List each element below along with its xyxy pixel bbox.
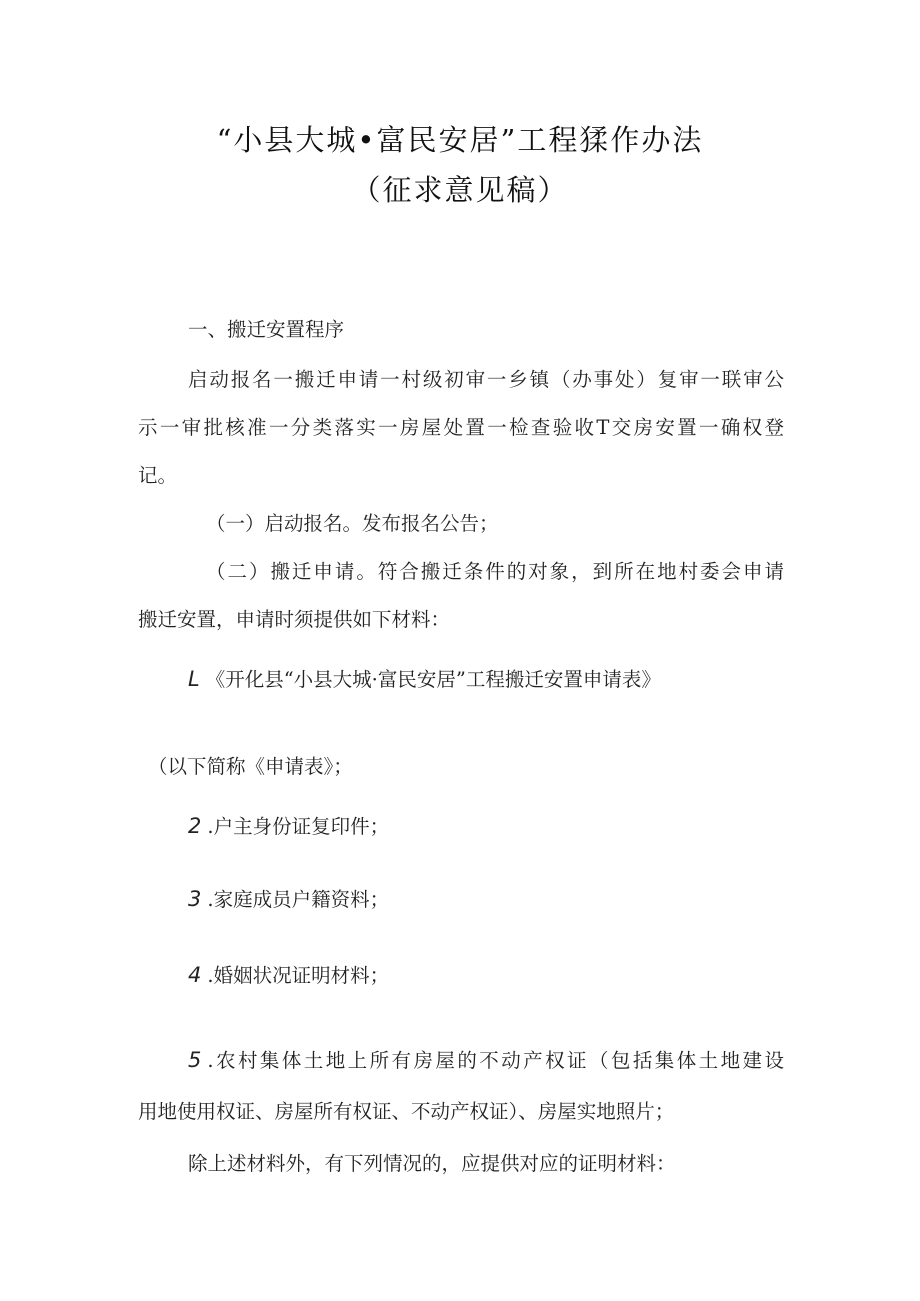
document-title: “小县大城•富民安居”工程猱作办法 xyxy=(216,123,704,157)
list-item-5-line-2: 用地使用权证、房屋所有权证、不动产权证）、房屋实地照片； xyxy=(138,1100,675,1123)
item-relocation-application-line-1: （二）搬迁申请。符合搬迁条件的对象，到所在地村委会申请 xyxy=(206,560,784,583)
flow-line-3: 记。 xyxy=(138,464,178,487)
item-start-registration: （一）启动报名。发布报名公告； xyxy=(206,512,499,535)
list-item-1-continuation: （以下简称《申请表》； xyxy=(148,755,353,778)
flow-line-2: 示一审批核准一分类落实一房屋处置一检查验收T交房安置一确权登 xyxy=(138,416,784,439)
list-item-2-number: 2 xyxy=(188,814,208,838)
list-item-3-text: .家庭成员户籍资料； xyxy=(207,888,390,911)
flow-line-1: 启动报名一搬迁申请一村级初审一乡镇（办事处）复审一联审公 xyxy=(188,368,784,391)
list-item-5-number: 5 xyxy=(188,1048,208,1072)
list-item-2-text: .户主身份证复印件； xyxy=(207,815,390,838)
list-item-4-number: 4 xyxy=(188,963,208,987)
list-item-4-text: .婚姻状况证明材料； xyxy=(207,964,390,987)
list-item-5-text: .农村集体土地上所有房屋的不动产权证（包括集体土地建设 xyxy=(207,1049,784,1072)
list-item-3-number: 3 xyxy=(188,887,208,911)
closing-paragraph: 除上述材料外，有下列情况的，应提供对应的证明材料： xyxy=(188,1152,676,1175)
list-item-5-line-1 xyxy=(188,1046,784,1075)
section-heading: 一、搬迁安置程序 xyxy=(188,318,345,341)
list-item-1-number: L xyxy=(188,667,206,691)
list-item-1-text: 《开化县“小县大城·富民安居”工程搬迁安置申请表》 xyxy=(205,668,661,691)
list-item-1 xyxy=(188,665,661,694)
item-relocation-application-line-2: 搬迁安置，申请时须提供如下材料： xyxy=(138,608,451,631)
document-subtitle: （征求意见稿） xyxy=(351,173,569,207)
list-item-3 xyxy=(188,885,389,914)
list-item-4 xyxy=(188,961,389,990)
list-item-2 xyxy=(188,812,389,841)
